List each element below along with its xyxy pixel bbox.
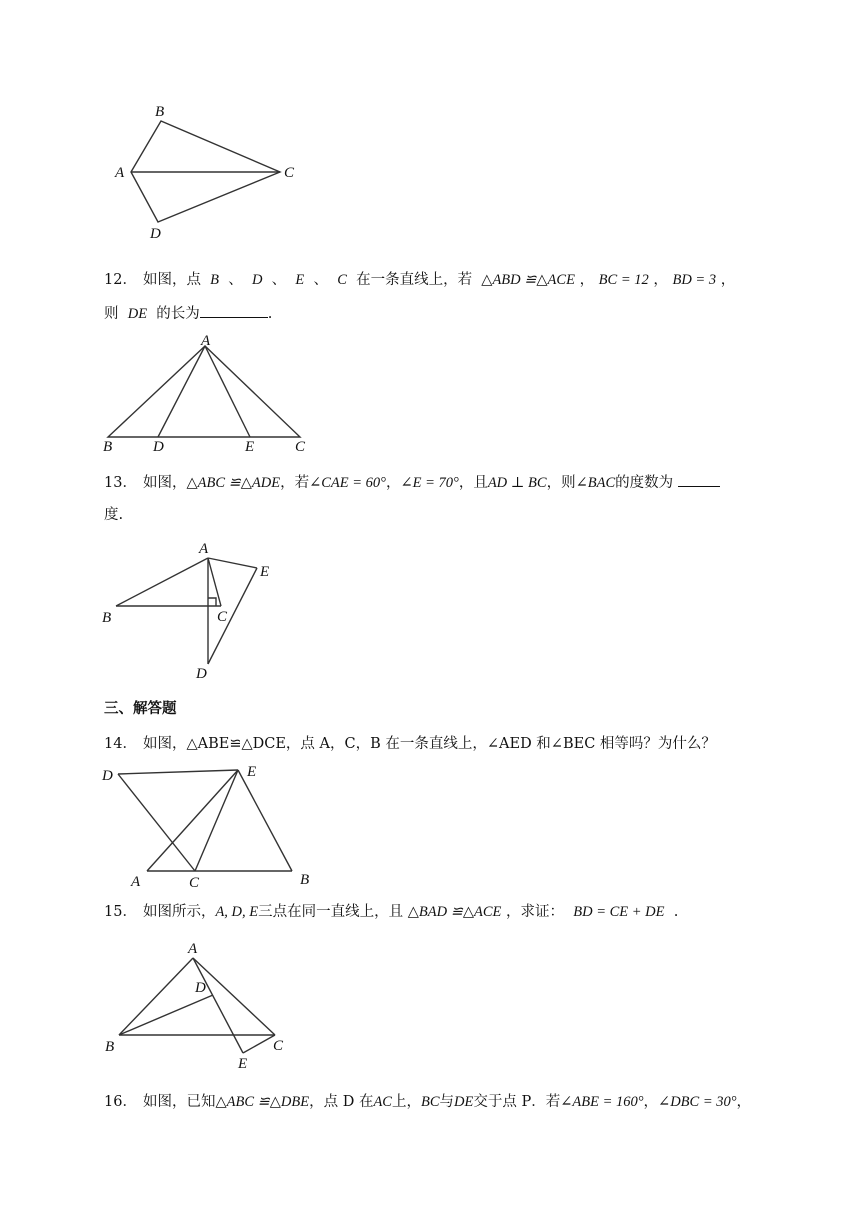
q13-number: 13．: [104, 475, 137, 491]
q12-text: 如图，点: [142, 272, 201, 288]
q13-angle-cae: ∠CAE = 60°: [309, 475, 386, 491]
segment-de: [208, 568, 257, 664]
label-a: A: [201, 333, 211, 349]
label-a: A: [115, 165, 125, 181]
q15-points: A, D, E: [215, 904, 259, 920]
q16-ac: AC: [373, 1094, 392, 1110]
segment-ab: [116, 558, 208, 606]
q16-number: 16．: [104, 1094, 137, 1110]
q12-text: 的长为: [156, 306, 200, 322]
segment-bd: [119, 995, 213, 1035]
q12-point-c: C: [337, 272, 347, 288]
label-b: B: [155, 104, 165, 120]
label-b: B: [103, 439, 113, 455]
q16-line1: [104, 1092, 751, 1112]
label-b: B: [105, 1039, 115, 1055]
q12-line1: [104, 270, 735, 290]
triangle-abc: [108, 346, 300, 437]
figure-q15: [100, 938, 300, 1072]
segment-ec: [243, 1035, 275, 1053]
segment-ab: [119, 958, 193, 1035]
q12-line2: [104, 303, 272, 324]
q13-perpendicular: AD ⊥ BC: [487, 475, 547, 491]
q12-sep: ，: [579, 272, 595, 288]
segment-dc: [118, 774, 195, 871]
label-b: B: [300, 872, 310, 888]
q13-angle-e: ∠E = 70°: [400, 475, 459, 491]
q13-line2: [104, 505, 123, 525]
label-c: C: [284, 165, 295, 181]
label-c: C: [217, 609, 228, 625]
label-e: E: [245, 439, 255, 455]
label-c: C: [295, 439, 306, 455]
q12-sep: ，: [653, 272, 668, 288]
q16-angle-dbc: ∠DBC = 30°: [658, 1094, 737, 1110]
q12-congruence: △ABD ≌△ACE: [481, 272, 575, 288]
q14-line1: [104, 734, 716, 754]
figure-q13: [100, 538, 290, 684]
q13-congruence: △ABC ≌△ADE: [186, 475, 281, 491]
q16-text: ，: [736, 1094, 752, 1110]
q16-text: ，: [643, 1094, 659, 1110]
label-d: D: [153, 439, 164, 455]
section-heading: 三、解答题: [104, 701, 177, 717]
q13-text: ，: [385, 475, 401, 491]
q16-text: 上，: [391, 1094, 421, 1110]
q15-text: .: [673, 904, 679, 920]
q16-text: 如图，已知: [142, 1094, 216, 1110]
q13-answer-blank[interactable]: [678, 472, 720, 487]
q12-point-b: B: [210, 272, 220, 288]
q14-text: 如图，△ABE≌△DCE，点 A，C，B 在一条直线上，∠AED 和∠BEC 相等吗？为什么？: [142, 736, 716, 752]
segment-ae: [205, 346, 250, 437]
q13-text: 度.: [104, 507, 124, 523]
label-c: C: [189, 875, 200, 891]
q12-point-e: E: [295, 272, 305, 288]
segment-de: [118, 770, 238, 774]
q15-text: 如图所示，: [142, 904, 216, 920]
q12-sep: 、: [313, 272, 328, 288]
q12-number: 12．: [104, 272, 137, 288]
segment-ec: [195, 770, 238, 871]
q15-congruence: △BAD ≌△ACE: [407, 904, 502, 920]
segment-eb: [238, 770, 292, 871]
q16-text: 交于点 P．若: [473, 1094, 561, 1110]
q12-answer-blank[interactable]: [200, 303, 268, 318]
q12-text: 在一条直线上，若: [356, 272, 473, 288]
label-e: E: [238, 1056, 248, 1072]
label-a: A: [199, 541, 209, 557]
q16-congruence: △ABC ≌△DBE: [215, 1094, 310, 1110]
q12-sep: 、: [228, 272, 243, 288]
q16-angle-abe: ∠ABE = 160°: [560, 1094, 644, 1110]
label-c: C: [273, 1038, 284, 1054]
q15-text: ，求证：: [506, 904, 565, 920]
q12-bd-value: BD = 3: [672, 272, 717, 288]
label-e: E: [247, 764, 257, 780]
segment-ac: [193, 958, 275, 1035]
label-a: A: [131, 874, 141, 890]
q15-equation: BD = CE + DE: [573, 904, 665, 920]
q12-sep: ，: [720, 272, 736, 288]
q16-text: ，点 D 在: [309, 1094, 374, 1110]
label-d: D: [195, 980, 206, 996]
label-e: E: [260, 564, 270, 580]
figure-q11: [110, 96, 310, 246]
segment-ea: [147, 770, 238, 871]
q15-number: 15．: [104, 904, 137, 920]
q15-line1: [104, 902, 678, 922]
q12-de: DE: [127, 306, 148, 322]
figure-q14: [100, 758, 320, 892]
q12-bc-value: BC = 12: [598, 272, 649, 288]
q16-de: DE: [454, 1094, 474, 1110]
segment-ad: [158, 346, 205, 437]
q16-text: 与: [439, 1094, 455, 1110]
q13-text: 的度数为: [615, 475, 674, 491]
label-b: B: [102, 610, 112, 626]
label-d: D: [102, 768, 113, 784]
q12-point-d: D: [251, 272, 263, 288]
q12-text: 则: [104, 306, 119, 322]
label-d: D: [150, 226, 161, 242]
q13-text: 如图，: [142, 475, 187, 491]
q12-sep: 、: [271, 272, 287, 288]
right-angle-mark: [208, 598, 216, 606]
segment-ac: [208, 558, 221, 606]
q13-text: ，则: [546, 475, 576, 491]
q13-angle-bac: ∠BAC: [575, 475, 616, 491]
q14-number: 14．: [104, 736, 137, 752]
q13-line1: [104, 472, 720, 493]
q13-text: ，若: [280, 475, 310, 491]
q16-bc: BC: [420, 1094, 440, 1110]
segment-ae: [208, 558, 257, 568]
figure-q12: [100, 334, 320, 458]
q12-text: .: [267, 306, 273, 322]
label-d: D: [196, 666, 207, 682]
label-a: A: [188, 941, 198, 957]
line-ade: [193, 958, 243, 1053]
q15-text: 三点在同一直线上，且: [258, 904, 404, 920]
q13-text: ，且: [458, 475, 488, 491]
